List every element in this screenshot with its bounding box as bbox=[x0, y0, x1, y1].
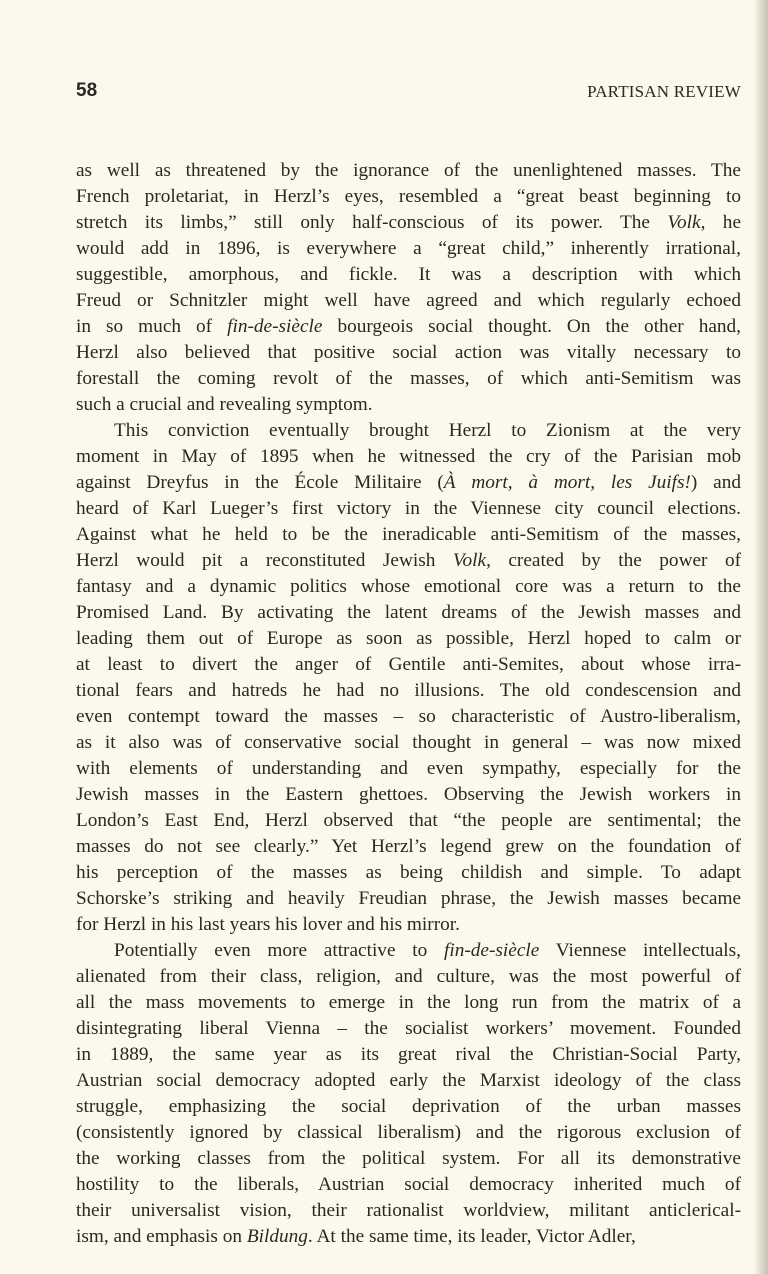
text-line bbox=[76, 1094, 741, 1120]
text-line bbox=[76, 184, 741, 210]
text-segment: , he bbox=[700, 212, 741, 233]
text-segment: . At the same time, its leader, Victor Adler, bbox=[307, 1226, 636, 1247]
text-line bbox=[76, 678, 741, 704]
italic-text: À mort, à mort, les Juifs! bbox=[443, 472, 691, 493]
text-line-content bbox=[76, 262, 741, 288]
text-line bbox=[76, 1146, 741, 1172]
text-line bbox=[76, 808, 741, 834]
text-line bbox=[76, 1068, 741, 1094]
italic-text: fin-de-siècle bbox=[227, 316, 323, 337]
text-segment: against Dreyfus in the École Militaire ( bbox=[76, 472, 444, 493]
text-segment: heard of Karl Lueger’s first victory in the Viennese city council elections. bbox=[76, 498, 741, 519]
text-segment: the working classes from the political system. For all its demonstrative bbox=[76, 1148, 741, 1169]
text-segment: for Herzl in his last years his lover and his mirror. bbox=[76, 914, 460, 935]
text-segment: Freud or Schnitzler might well have agreed and which regularly echoed bbox=[76, 290, 741, 311]
text-line-content bbox=[76, 652, 741, 678]
italic-text: Volk bbox=[667, 212, 701, 233]
text-line-content bbox=[76, 912, 741, 938]
text-segment: leading them out of Europe as soon as possible, Herzl hoped to calm or bbox=[76, 628, 741, 649]
text-line bbox=[76, 314, 741, 340]
text-line-content bbox=[114, 418, 741, 444]
text-segment: such a crucial and revealing symptom. bbox=[76, 394, 373, 415]
text-line bbox=[76, 158, 741, 184]
text-line-content bbox=[76, 600, 741, 626]
text-line bbox=[76, 210, 741, 236]
text-segment: struggle, emphasizing the social deprivation of the urban masses bbox=[76, 1096, 741, 1117]
text-line bbox=[76, 834, 741, 860]
text-line-content bbox=[76, 626, 741, 652]
text-segment: in 1889, the same year as its great rival the Christian-Social Party, bbox=[76, 1044, 741, 1065]
text-line-content bbox=[76, 886, 741, 912]
text-segment: , created by the power of bbox=[486, 550, 742, 571]
text-line-content bbox=[76, 756, 741, 782]
text-line bbox=[76, 704, 741, 730]
text-line-content bbox=[76, 184, 741, 210]
text-line bbox=[76, 470, 741, 496]
text-segment: Austrian social democracy adopted early the Marxist ideology of the class bbox=[76, 1070, 741, 1091]
italic-text: Bildung bbox=[246, 1226, 308, 1247]
text-line bbox=[76, 288, 741, 314]
text-line-content bbox=[76, 1172, 741, 1198]
body-text bbox=[76, 158, 741, 1250]
text-segment: disintegrating liberal Vienna – the socialist workers’ movement. Founded bbox=[76, 1018, 741, 1039]
text-line-content bbox=[76, 548, 741, 574]
text-segment: Jewish masses in the Eastern ghettoes. Observing the Jewish workers in bbox=[76, 784, 741, 805]
text-line bbox=[76, 496, 741, 522]
text-line-content bbox=[76, 392, 741, 418]
text-line-content bbox=[76, 704, 741, 730]
text-segment: Against what he held to be the ineradicable anti-Semitism of the masses, bbox=[76, 524, 741, 545]
text-line-content bbox=[76, 1146, 741, 1172]
text-line-content bbox=[76, 730, 741, 756]
text-segment: Promised Land. By activating the latent dreams of the Jewish masses and bbox=[76, 602, 741, 623]
text-line-content bbox=[76, 860, 741, 886]
text-line bbox=[76, 418, 741, 444]
text-segment: (consistently ignored by classical liberalism) and the rigorous exclusion of bbox=[76, 1122, 741, 1143]
text-segment: tional fears and hatreds he had no illusions. The old condescension and bbox=[76, 680, 741, 701]
text-segment: suggestible, amorphous, and fickle. It was a description with which bbox=[76, 264, 741, 285]
text-segment: alienated from their class, religion, and culture, was the most powerful of bbox=[76, 966, 741, 987]
text-line-content bbox=[76, 236, 741, 262]
text-line bbox=[76, 1224, 741, 1250]
text-segment: with elements of understanding and even sympathy, especially for the bbox=[76, 758, 741, 779]
text-line bbox=[76, 756, 741, 782]
text-segment: French proletariat, in Herzl’s eyes, resembled a “great beast beginning to bbox=[76, 186, 741, 207]
text-segment: bourgeois social thought. On the other hand, bbox=[322, 316, 741, 337]
text-segment: his perception of the masses as being childish and simple. To adapt bbox=[76, 862, 741, 883]
text-line-content bbox=[76, 808, 741, 834]
text-line bbox=[76, 548, 741, 574]
text-line bbox=[76, 1172, 741, 1198]
text-line bbox=[76, 236, 741, 262]
text-segment: as well as threatened by the ignorance of the unenlightened masses. The bbox=[76, 160, 741, 181]
text-segment: stretch its limbs,” still only half-conscious of its power. The bbox=[76, 212, 668, 233]
text-line bbox=[76, 392, 741, 418]
text-line-content bbox=[76, 288, 741, 314]
text-line bbox=[76, 574, 741, 600]
text-line-content bbox=[76, 210, 741, 236]
text-line bbox=[76, 600, 741, 626]
text-segment: Viennese intellectuals, bbox=[539, 940, 741, 961]
text-line-content bbox=[76, 1120, 741, 1146]
text-segment: in so much of bbox=[76, 316, 228, 337]
text-line bbox=[76, 522, 741, 548]
text-line-content bbox=[76, 1094, 741, 1120]
text-line-content bbox=[76, 834, 741, 860]
text-line-content bbox=[76, 782, 741, 808]
text-line-content bbox=[76, 444, 741, 470]
text-line-content bbox=[76, 522, 741, 548]
text-line-content bbox=[114, 938, 741, 964]
text-segment: London’s East End, Herzl observed that “the people are sentimental; the bbox=[76, 810, 741, 831]
text-segment: hostility to the liberals, Austrian social democracy inherited much of bbox=[76, 1174, 741, 1195]
text-line bbox=[76, 1042, 741, 1068]
text-line-content bbox=[76, 1068, 741, 1094]
text-line bbox=[76, 912, 741, 938]
text-line bbox=[76, 990, 741, 1016]
text-line-content bbox=[76, 1224, 741, 1250]
text-line-content bbox=[76, 496, 741, 522]
text-line bbox=[76, 652, 741, 678]
italic-text: fin-de-siècle bbox=[444, 940, 540, 961]
paragraph bbox=[76, 158, 741, 418]
text-line-content bbox=[76, 990, 741, 1016]
text-line bbox=[76, 340, 741, 366]
text-segment: This conviction eventually brought Herzl to Zionism at the very bbox=[114, 420, 741, 441]
text-segment: would add in 1896, is everywhere a “great child,” inherently irrational, bbox=[76, 238, 741, 259]
text-line bbox=[76, 938, 741, 964]
text-line-content bbox=[76, 1016, 741, 1042]
text-segment: as it also was of conservative social thought in general – was now mixed bbox=[76, 732, 741, 753]
text-line-content bbox=[76, 1042, 741, 1068]
text-segment: Potentially even more attractive to bbox=[114, 940, 444, 961]
text-line bbox=[76, 964, 741, 990]
text-line-content bbox=[76, 1198, 741, 1224]
text-segment: at least to divert the anger of Gentile anti-Semites, about whose irra- bbox=[76, 654, 741, 675]
text-line bbox=[76, 626, 741, 652]
text-line bbox=[76, 366, 741, 392]
text-line-content bbox=[76, 964, 741, 990]
text-line-content bbox=[76, 340, 741, 366]
text-segment: even contempt toward the masses – so characteristic of Austro-liberalism, bbox=[76, 706, 741, 727]
text-segment: masses do not see clearly.” Yet Herzl’s legend grew on the foundation of bbox=[76, 836, 741, 857]
text-segment: Herzl would pit a reconstituted Jewish bbox=[76, 550, 453, 571]
text-line bbox=[76, 886, 741, 912]
text-segment: fantasy and a dynamic politics whose emotional core was a return to the bbox=[76, 576, 741, 597]
text-line bbox=[76, 262, 741, 288]
text-segment: all the mass movements to emerge in the long run from the matrix of a bbox=[76, 992, 741, 1013]
paragraph bbox=[76, 418, 741, 938]
text-segment: moment in May of 1895 when he witnessed the cry of the Parisian mob bbox=[76, 446, 741, 467]
text-line-content bbox=[76, 314, 741, 340]
text-line-content bbox=[76, 158, 741, 184]
text-line bbox=[76, 782, 741, 808]
page-edge-shadow bbox=[754, 0, 768, 1274]
text-line bbox=[76, 730, 741, 756]
text-line bbox=[76, 1016, 741, 1042]
text-segment: forestall the coming revolt of the masses, of which anti-Semitism was bbox=[76, 368, 741, 389]
page-number: 58 bbox=[76, 80, 98, 101]
text-line bbox=[76, 1120, 741, 1146]
text-segment: their universalist vision, their rationalist worldview, militant anticlerical- bbox=[76, 1200, 741, 1221]
text-line bbox=[76, 860, 741, 886]
text-segment: ) and bbox=[690, 472, 741, 493]
text-line bbox=[76, 444, 741, 470]
text-line-content bbox=[76, 470, 741, 496]
text-segment: ism, and emphasis on bbox=[76, 1226, 247, 1247]
text-line bbox=[76, 1198, 741, 1224]
text-segment: Schorske’s striking and heavily Freudian phrase, the Jewish masses became bbox=[76, 888, 741, 909]
paragraph bbox=[76, 938, 741, 1250]
text-segment: Herzl also believed that positive social action was vitally necessary to bbox=[76, 342, 741, 363]
text-line-content bbox=[76, 678, 741, 704]
italic-text: Volk bbox=[452, 550, 487, 571]
text-line-content bbox=[76, 366, 741, 392]
running-title: PARTISAN REVIEW bbox=[587, 82, 741, 101]
text-line-content bbox=[76, 574, 741, 600]
